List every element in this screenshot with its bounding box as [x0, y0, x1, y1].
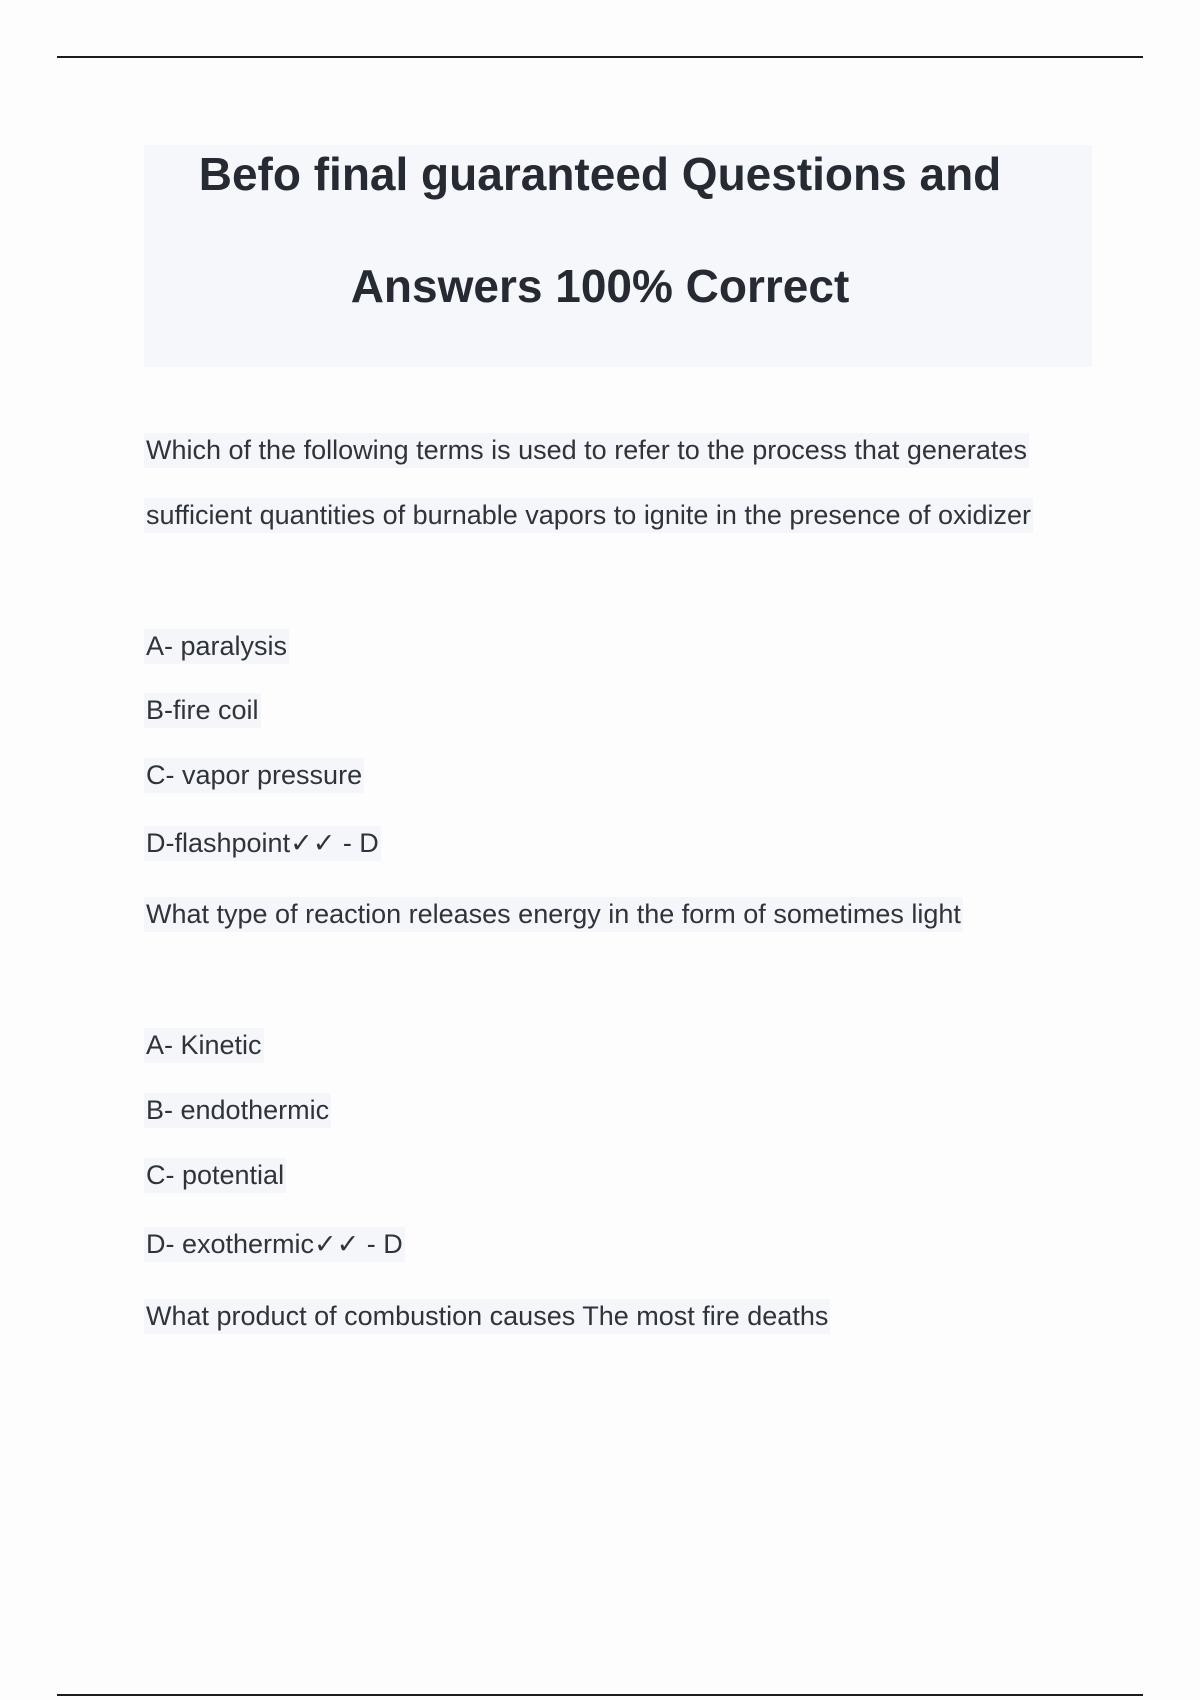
question-3-prompt-line-1: What product of combustion causes The most fire deaths [144, 1297, 830, 1335]
bottom-rule [57, 1694, 1143, 1696]
question-1-option-b: B-fire coil [144, 691, 261, 729]
question-2-prompt-line-1: What type of reaction releases energy in the form of sometimes light [144, 895, 963, 933]
question-2-option-b: B- endothermic [144, 1091, 331, 1129]
question-1-prompt-line-2: sufficient quantities of burnable vapors to ignite in the presence of oxidizer [144, 496, 1033, 534]
question-1-option-a: A- paralysis [144, 627, 289, 665]
question-1-option-d-answer: D-flashpoint✓✓ - D [144, 824, 381, 862]
document-title-line-2: Answers 100% Correct [350, 260, 850, 312]
top-rule [57, 56, 1143, 58]
question-2-option-a: A- Kinetic [144, 1026, 264, 1064]
question-1-option-c: C- vapor pressure [144, 756, 364, 794]
document-title-line-1: Befo final guaranteed Questions and [198, 148, 1002, 200]
question-1-prompt-line-1: Which of the following terms is used to refer to the process that generates [144, 431, 1029, 469]
question-2-option-c: C- potential [144, 1156, 286, 1194]
question-2-option-d-answer: D- exothermic✓✓ - D [144, 1225, 405, 1263]
